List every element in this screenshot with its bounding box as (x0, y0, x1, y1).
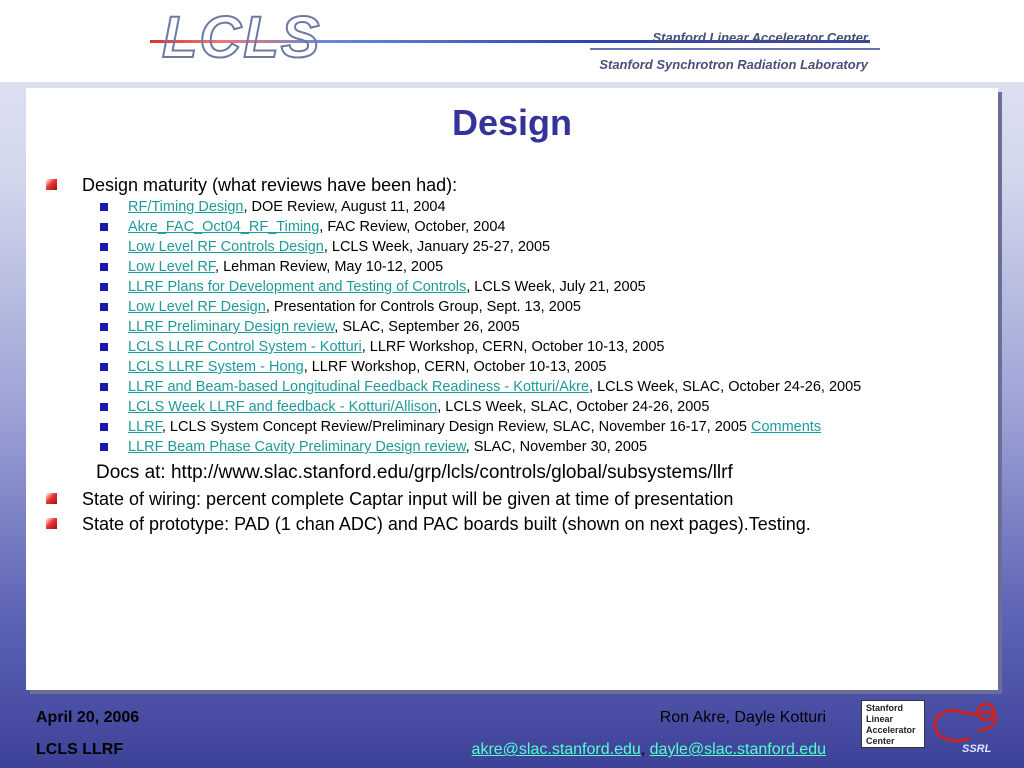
red-square-bullet-icon (46, 179, 57, 190)
review-detail: , LLRF Workshop, CERN, October 10-13, 2005 (361, 339, 665, 355)
blue-square-bullet-icon (100, 403, 108, 411)
blue-square-bullet-icon (100, 203, 108, 211)
review-item (128, 339, 958, 356)
blue-square-bullet-icon (100, 383, 108, 391)
review-item (128, 319, 958, 336)
review-detail: , LCLS Week, July 21, 2005 (466, 279, 646, 295)
review-item (128, 259, 958, 276)
review-item (128, 219, 958, 236)
review-detail: , SLAC, November 30, 2005 (465, 439, 648, 455)
badge-line: Linear (866, 714, 894, 724)
review-link[interactable]: LCLS Week LLRF and feedback - Kotturi/Allison (128, 399, 438, 415)
review-detail: , FAC Review, October, 2004 (319, 219, 506, 235)
email-link-kotturi[interactable]: dayle@slac.stanford.edu (649, 741, 826, 758)
footer-project: LCLS LLRF (36, 741, 124, 758)
review-link[interactable]: RF/Timing Design (128, 199, 244, 215)
slide-content (26, 174, 998, 535)
blue-square-bullet-icon (100, 263, 108, 271)
review-link[interactable]: Low Level RF Design (128, 299, 266, 315)
bullet-prototype (82, 513, 998, 535)
review-detail: , LLRF Workshop, CERN, October 10-13, 2005 (303, 359, 607, 375)
badge-line: Center (866, 736, 895, 746)
lcls-logo: LCLS (162, 5, 322, 70)
bullet-wiring (82, 488, 998, 510)
footer-date: April 20, 2006 (36, 709, 140, 726)
review-link[interactable]: LCLS LLRF Control System - Kotturi (128, 339, 362, 355)
blue-square-bullet-icon (100, 283, 108, 291)
review-detail: , LCLS Week, SLAC, October 24-26, 2005 (437, 399, 710, 415)
review-link[interactable]: LLRF and Beam-based Longitudinal Feedback Readiness - Kotturi/Akre (128, 379, 590, 395)
red-square-bullet-icon (46, 518, 57, 529)
review-item (128, 199, 958, 216)
org-name-ssrl: Stanford Synchrotron Radiation Laboratory (599, 57, 868, 72)
comments-link[interactable]: Comments (750, 419, 822, 435)
review-detail: , LCLS Week, SLAC, October 24-26, 2005 (589, 379, 862, 395)
review-link[interactable]: LLRF Preliminary Design review (128, 319, 335, 335)
bullet-design-maturity (82, 174, 998, 196)
review-item (128, 399, 958, 416)
review-item (128, 239, 958, 256)
review-link[interactable]: LLRF (128, 419, 162, 435)
blue-square-bullet-icon (100, 443, 108, 451)
footer-authors: Ron Akre, Dayle Kotturi (659, 709, 826, 726)
red-square-bullet-icon (46, 493, 57, 504)
review-list (26, 199, 998, 456)
header-band (0, 0, 1024, 82)
review-item (128, 299, 958, 316)
review-item (128, 279, 958, 296)
slac-badge-logo (861, 700, 925, 748)
review-item (128, 439, 958, 456)
blue-square-bullet-icon (100, 363, 108, 371)
blue-square-bullet-icon (100, 323, 108, 331)
org-divider (590, 48, 880, 50)
review-link[interactable]: Low Level RF (128, 259, 216, 275)
docs-location: Docs at: http://www.slac.stanford.edu/grp/lcls/controls/global/subsystems/llrf (96, 462, 733, 483)
review-detail: , SLAC, September 26, 2005 (334, 319, 520, 335)
review-link[interactable]: Akre_FAC_Oct04_RF_Timing (128, 219, 320, 235)
blue-square-bullet-icon (100, 223, 108, 231)
design-maturity-label: Design maturity (what reviews have been had): (82, 175, 458, 195)
blue-square-bullet-icon (100, 343, 108, 351)
review-item (128, 359, 958, 376)
review-detail: , Lehman Review, May 10-12, 2005 (215, 259, 444, 275)
blue-square-bullet-icon (100, 423, 108, 431)
review-link[interactable]: LLRF Beam Phase Cavity Preliminary Design review (128, 439, 466, 455)
review-link[interactable]: Low Level RF Controls Design (128, 239, 324, 255)
review-item (128, 419, 958, 436)
review-item (128, 379, 958, 396)
review-detail: , DOE Review, August 11, 2004 (243, 199, 446, 215)
prototype-status: State of prototype: PAD (1 chan ADC) and PAC boards built (shown on next pages).Testing. (82, 514, 811, 534)
slide-title: Design (451, 102, 573, 143)
review-link[interactable]: LLRF Plans for Development and Testing of Controls (128, 279, 467, 295)
review-detail: , Presentation for Controls Group, Sept. 13, 2005 (265, 299, 581, 315)
org-name-slac: Stanford Linear Accelerator Center (652, 30, 868, 45)
wiring-status: State of wiring: percent complete Captar input will be given at time of presentation (82, 489, 734, 509)
blue-square-bullet-icon (100, 303, 108, 311)
review-detail: , LCLS Week, January 25-27, 2005 (323, 239, 551, 255)
email-separator: , (640, 741, 650, 758)
slide-panel (26, 88, 998, 690)
badge-line: Accelerator (866, 725, 916, 735)
review-link[interactable]: LCLS LLRF System - Hong (128, 359, 304, 375)
ssrl-logo (926, 700, 1000, 758)
blue-square-bullet-icon (100, 243, 108, 251)
footer-emails (472, 741, 826, 759)
ssrl-logo-text: SSRL (962, 743, 992, 755)
badge-line: Stanford (866, 703, 903, 713)
review-detail: , LCLS System Concept Review/Preliminary Design Review, SLAC, November 16-17, 2005 (161, 419, 751, 435)
email-link-akre[interactable]: akre@slac.stanford.edu (471, 741, 641, 758)
